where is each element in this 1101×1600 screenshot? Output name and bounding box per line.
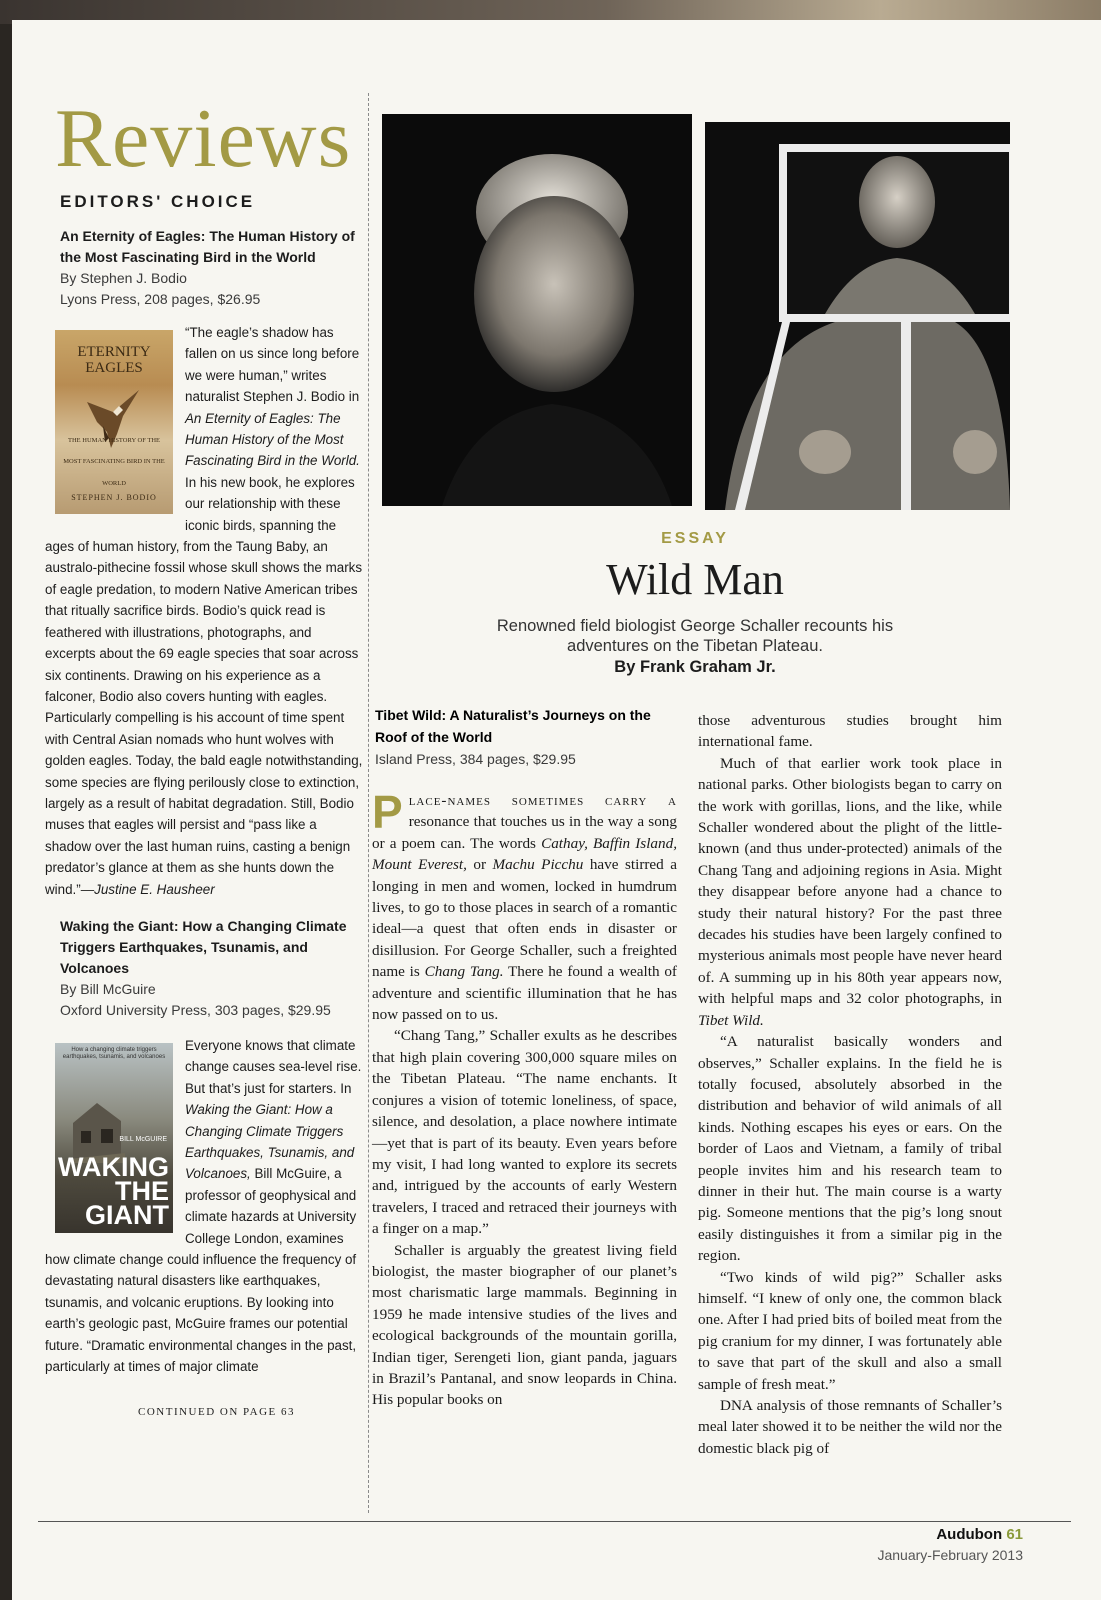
p1-text-d: There he found a wealth of adventure and scientific illumination that he has now passed on to us. — [372, 963, 677, 1024]
page-number: 61 — [1006, 1526, 1023, 1543]
essay-byline: By Frank Graham Jr. — [614, 658, 776, 676]
p1-text-b: or — [466, 856, 493, 874]
essay-column-2 — [698, 710, 1002, 1459]
review1-publisher: Lyons Press, 208 pages, $26.95 — [60, 291, 261, 307]
p5-italic: Tibet Wild. — [698, 1011, 764, 1029]
review2-book-italic: Waking the Giant: How a Changing Climate Triggers Earthquakes, Tsunamis, and Volcanoes, — [185, 1102, 355, 1182]
p5-text-a: Much of that earlier work took place in national parks. Other biologists began to carry on the work with gorillas, lions, and the like, while Schaller wondered about the plight of the little-known (and thus under-protected) animals of the Chang Tang and adjoining regions in Asia. Might they disappear before anyone had a chance to study their natural history? For the past three decades his studies have been largely confined to mysterious animals most people have never heard of. A summing up in his 80th year appears now, with helpful maps and 32 color photographs, in — [698, 754, 1002, 1008]
essay-book-info — [375, 704, 675, 770]
essay-header — [380, 530, 1010, 678]
framed-portrait-photo-schaller — [705, 122, 1010, 510]
essay-paragraph-7: “Two kinds of wild pig?” Schaller asks himself. “I knew of only one, the common black one. After I had pried bits of boiled meat from the pig cranium for my dinner, I was fortunately able to save that part of the skull and also a small sample of fresh meat.” — [698, 1268, 1002, 1393]
essay-book-title: Tibet Wild: A Naturalist’s Journeys on the Roof of the World — [375, 707, 651, 745]
essay-book-meta: Island Press, 384 pages, $29.95 — [375, 751, 576, 767]
framed-portrait-illustration — [705, 122, 1010, 510]
reviews-column — [45, 90, 363, 1377]
p1-text-c: have stirred a longing in men and women, locked in humdrum lives, to go to those places in search of a romantic ideal—a quest that often ends in disaster or disillusion. For George Schaller, such a freighted name is — [372, 856, 677, 981]
cover2-tagline: How a changing climate triggers earthquakes, tsunamis, and volcanoes — [62, 1046, 166, 1060]
footer-rule — [38, 1521, 1071, 1522]
review2-publisher: Oxford University Press, 303 pages, $29.95 — [60, 1001, 331, 1018]
essay-paragraph-2: “Chang Tang,” Schaller exults as he describes that high plain covering 300,000 square miles on the Tibetan Plateau. “The name enchants. It conjures a vision of totemic loneliness, of space, silence, and desolation, a place nowhere intimate—yet that is part of its beauty. Even years before my visit, I had long wanted to explore its secrets and, intrigued by the accounts of early Western travelers, I traced and retraced their journeys with a finger on a map.” — [372, 1027, 677, 1238]
essay-column-1 — [372, 786, 677, 1411]
p1-italic-1: Cathay, Baffin Island, Mount Everest, — [372, 834, 677, 874]
section-title: Reviews — [55, 92, 352, 185]
essay-paragraph-4: those adventurous studies brought him international fame. — [698, 712, 1002, 751]
cover-title: ETERNITY EAGLES — [77, 344, 151, 376]
review1-book-italic: An Eternity of Eagles: The Human History of the Most Fascinating Bird in the World. — [185, 410, 360, 469]
cover-author: STEPHEN J. BODIO — [71, 492, 157, 502]
folio-magazine — [877, 1525, 1023, 1545]
review1-title: An Eternity of Eagles: The Human History of the Most Fascinating Bird in the World — [60, 228, 355, 265]
book-cover-eternity-of-eagles — [55, 330, 173, 514]
cover-subtitle: THE HUMAN HISTORY OF THE MOST FASCINATING BIRD IN THE WORLD — [63, 436, 165, 487]
essay-paragraph-1 — [372, 786, 677, 1025]
p1-text-a: resonance that touches us in the way a song or a poem can. The words — [372, 813, 677, 852]
review2-text-a: Everyone knows that climate change causes sea-level rise. But that’s just for starters. In — [185, 1037, 362, 1096]
review2-title: Waking the Giant: How a Changing Climate Triggers Earthquakes, Tsunamis, and Volcanoes — [60, 917, 347, 976]
essay-paragraph-8: DNA analysis of those remnants of Schaller’s meal later showed it to be neither the wild nor the domestic black pig of — [698, 1397, 1002, 1457]
review1-credit: —Justine E. Hausheer — [80, 881, 215, 897]
magazine-name: Audubon — [936, 1526, 1003, 1543]
essay-kicker: ESSAY — [661, 530, 729, 547]
review1-text-b: In his new book, he explores our relationship with these iconic birds, spanning the ages of human history, from the Taung Baby, an australo-pithecine fossil whose skull shows the marks of eagle predation, to modern Native American tribes that ritually sacrifice birds. Bodio’s quick read is feathered with illustrations, photographs, and excerpts about the 69 eagle species that soar across six continents. Drawing on his experience as a falconer, Bodio also covers hunting with eagles. Particularly compelling is his account of time spent with Central Asian nomads who hunt wolves with golden eagles. Today, the bald eagle notwithstanding, some species are flying perilously close to extinction, largely as a result of habitat degradation. Still, Bodio muses that eagles will persist and “pass like a shadow over the last human ruins, casting a benign predator’s glance at them as she hunts down the wind.” — [45, 474, 363, 897]
portrait-illustration — [382, 114, 692, 506]
page-folio — [877, 1525, 1023, 1565]
editors-choice-heading: EDITORS' CHOICE — [60, 192, 256, 211]
column-divider — [368, 93, 369, 1513]
review2-text-b: Bill McGuire, a professor of geophysical and climate hazards at University College London, examines how climate change could influence the frequency of devastating natural disasters like earthquakes, tsunamis, and volcanic eruptions. By looking into earth’s geologic past, McGuire frames our potential future. “Dramatic environmental changes in the past, particularly at times of major climate — [45, 1166, 357, 1375]
p1-italic-3: Chang Tang. — [424, 963, 504, 981]
issue-date: January-February 2013 — [877, 1547, 1023, 1563]
review2-author: By Bill McGuire — [60, 980, 156, 997]
drop-cap: P — [372, 786, 403, 838]
p1-italic-2: Machu Picchu — [492, 856, 584, 874]
cover2-title: WAKING THE GIANT — [58, 1151, 169, 1230]
essay-paragraph-5 — [698, 753, 1002, 1031]
portrait-photo-schaller — [382, 114, 692, 506]
lead-in-small-caps: lace-names sometimes carry a — [408, 792, 677, 809]
cover2-author: BILL McGUIRE — [119, 1135, 167, 1143]
review1-body — [45, 322, 363, 900]
review2-body — [45, 1035, 363, 1378]
review1-text-a: “The eagle’s shadow has fallen on us since long before we were human,” writes naturalist Stephen J. Bodio in — [185, 325, 360, 405]
essay-title: Wild Man — [606, 555, 784, 604]
continued-note: CONTINUED ON PAGE 63 — [138, 1406, 296, 1418]
essay-deck: Renowned field biologist George Schaller recounts his adventures on the Tibetan Plateau. — [496, 617, 894, 655]
review1-author: By Stephen J. Bodio — [60, 270, 187, 286]
essay-paragraph-6: “A naturalist basically wonders and observes,” Schaller explains. In the field he is totally focused, absolutely absorbed in the distribution and behavior of wild animals of all kinds. Nothing escapes his eyes or ears. On the border of Laos and Vietnam, a family of tribal people invites him and his research team to dinner in their hut. The main course is a warty pig. Someone mentions that the pig’s long snout easily distinguishes it from a similar pig in the region. — [698, 1033, 1002, 1265]
book-cover-waking-the-giant — [55, 1043, 173, 1233]
essay-paragraph-3: Schaller is arguably the greatest living field biologist, the master biographer of our planet’s most charismatic large mammals. Beginning in 1959 he made intensive studies of the lives and ecological backgrounds of the mountain gorilla, Indian tiger, Serengeti lion, giant panda, jaguars in Brazil’s Pantanal, and snow leopards in China. His popular books on — [372, 1241, 677, 1409]
